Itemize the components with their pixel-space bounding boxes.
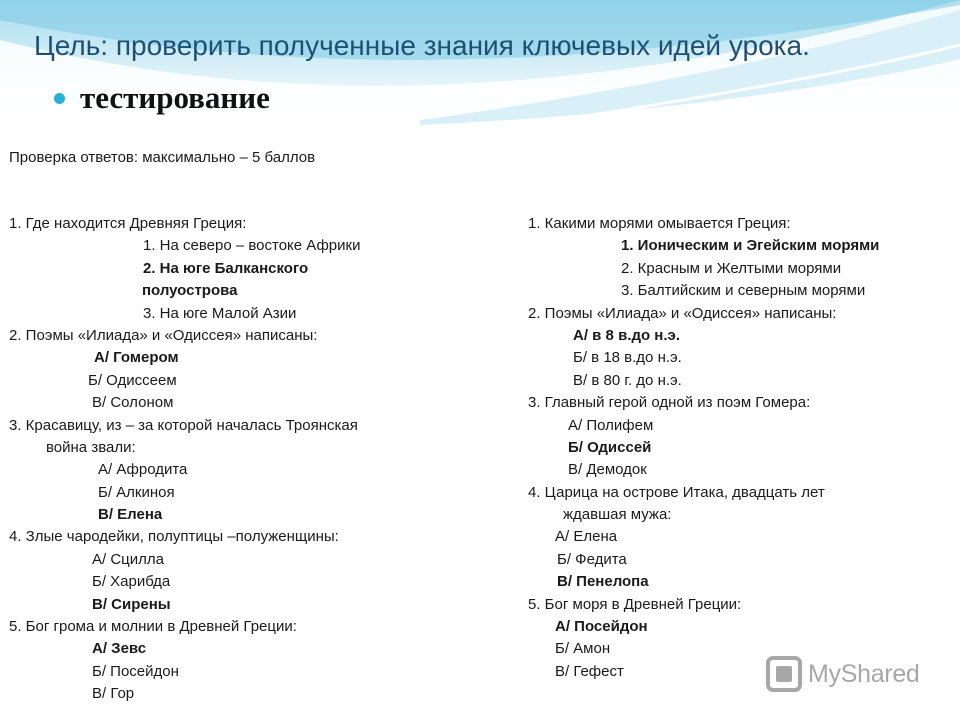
right-question-line-7: В/ в 80 г. до н.э. (573, 371, 682, 389)
left-question-line-16: Б/ Харибда (92, 573, 171, 591)
right-question-line-1: 1. Ионическим и Эгейским морями (621, 237, 880, 255)
left-question-line-3: полуострова (142, 282, 238, 300)
left-question-line-1: 1. На северо – востоке Африки (143, 237, 361, 255)
left-question-line-6: А/ Гомером (94, 349, 179, 367)
left-question-line-2: 2. На юге Балканского (143, 259, 309, 277)
right-question-line-9: А/ Полифем (568, 416, 654, 434)
left-question-column (9, 213, 360, 706)
left-question-line-17: В/ Сирены (92, 595, 171, 613)
bullet-dot-icon (54, 93, 65, 104)
right-question-line-18: А/ Посейдон (555, 618, 648, 636)
left-question-line-21: В/ Гор (92, 685, 135, 703)
right-question-line-19: Б/ Амон (555, 640, 611, 658)
left-question-line-18: 5. Бог грома и молнии в Древней Греции: (9, 618, 297, 636)
left-question-line-14: 4. Злые чародейки, полуптицы –полуженщины: (9, 528, 339, 546)
subtitle: Проверка ответов: максимально – 5 баллов (9, 149, 316, 166)
left-question-line-19: А/ Зевс (92, 640, 147, 658)
right-question-line-5: А/ в 8 в.до н.э. (573, 326, 680, 344)
right-question-line-12: 4. Царица на острове Итака, двадцать лет (528, 483, 825, 501)
left-question-line-12: Б/ Алкиноя (98, 483, 175, 501)
slide-title: Цель: проверить полученные знания ключевых идей урока. (34, 30, 810, 61)
right-question-line-14: А/ Елена (555, 528, 618, 546)
left-question-line-10: война звали: (46, 438, 136, 456)
right-question-line-0: 1. Какими морями омывается Греция: (528, 215, 791, 232)
watermark-logo (766, 656, 920, 692)
right-question-line-2: 2. Красным и Желтыми морями (621, 259, 842, 277)
right-question-line-8: 3. Главный герой одной из поэм Гомера: (528, 394, 811, 412)
left-question-line-5: 2. Поэмы «Илиада» и «Одиссея» написаны: (9, 326, 318, 344)
right-question-column (528, 213, 879, 683)
left-question-line-7: Б/ Одиссеем (88, 371, 177, 389)
right-question-line-13: ждавшая мужа: (563, 506, 672, 524)
right-question-line-6: Б/ в 18 в.до н.э. (573, 349, 682, 367)
bullet-text: тестирование (80, 80, 270, 115)
right-question-line-3: 3. Балтийским и северным морями (621, 282, 866, 300)
bullet-row (54, 80, 270, 116)
right-question-line-15: Б/ Федита (557, 550, 627, 568)
left-question-line-11: А/ Афродита (98, 461, 188, 479)
myshared-logo-icon (766, 656, 802, 692)
left-question-line-9: 3. Красавицу, из – за которой началась Троянская (9, 416, 358, 434)
right-question-line-17: 5. Бог моря в Древней Греции: (528, 595, 742, 613)
left-question-line-8: В/ Солоном (92, 394, 174, 412)
watermark-text: MyShared (808, 659, 920, 688)
right-question-line-20: В/ Гефест (555, 662, 624, 680)
left-question-line-20: Б/ Посейдон (92, 662, 179, 680)
right-question-line-16: В/ Пенелопа (557, 573, 649, 591)
left-question-line-4: 3. На юге Малой Азии (143, 304, 297, 322)
right-question-line-10: Б/ Одиссей (568, 438, 652, 456)
left-question-line-13: В/ Елена (98, 506, 163, 524)
left-question-line-0: 1. Где находится Древняя Греция: (9, 215, 247, 232)
right-question-line-11: В/ Демодок (568, 461, 647, 479)
right-question-line-4: 2. Поэмы «Илиада» и «Одиссея» написаны: (528, 304, 837, 322)
left-question-line-15: А/ Сцилла (92, 550, 164, 568)
